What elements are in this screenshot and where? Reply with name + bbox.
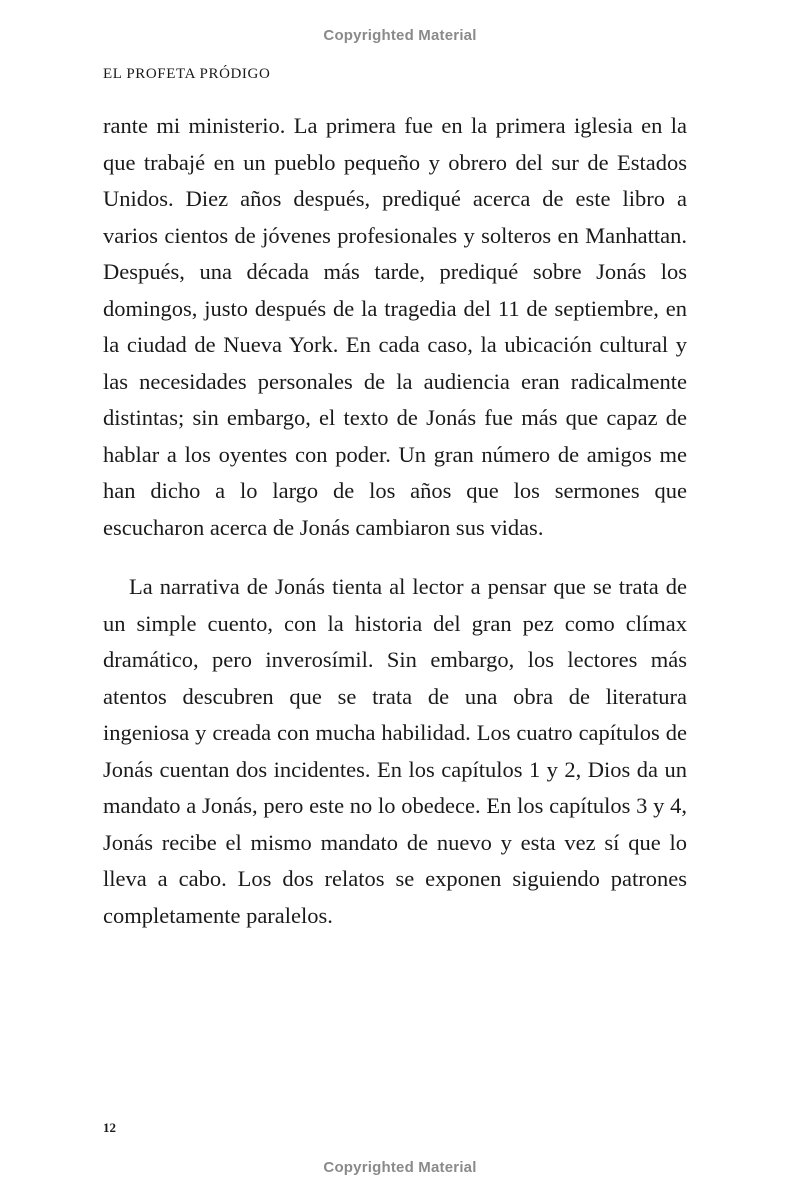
- page-number: 12: [103, 1120, 116, 1135]
- paragraph-1: rante mi ministerio. La primera fue en la primera iglesia en la que trabajé en un pueblo pequeño y obrero del sur de Estados Unidos. Diez años después, prediqué acerca de este libro a varios cientos de jóvenes profesionales y solteros en Manhattan. Después, una década más tarde, prediqué sobre Jonás los domingos, justo después de la tragedia del 11 de septiembre, en la ciudad de Nueva York. En cada caso, la ubicación cultural y las necesidades personales de la audiencia eran radicalmente distintas; sin embargo, el texto de Jonás fue más que capaz de hablar a los oyentes con poder. Un gran número de amigos me han dicho a lo largo de los años que los sermones que escucharon acerca de Jonás cambiaron sus vidas.: [103, 113, 687, 540]
- running-head: EL PROFETA PRÓDIGO: [103, 66, 271, 82]
- copyright-watermark-bottom: Copyrighted Material: [323, 1159, 477, 1176]
- page-body: [103, 108, 687, 934]
- paragraph-2: La narrativa de Jonás tienta al lector a pensar que se trata de un simple cuento, con la historia del gran pez como clímax dramático, pero inverosímil. Sin embargo, los lectores más atentos descubren que se trata de una obra de literatura ingeniosa y creada con mucha habilidad. Los cuatro capítulos de Jonás cuentan dos incidentes. En los capítulos 1 y 2, Dios da un mandato a Jonás, pero este no lo obedece. En los capítulos 3 y 4, Jonás recibe el mismo mandato de nuevo y esta vez sí que lo lleva a cabo. Los dos relatos se exponen siguiendo patrones completamente paralelos.: [103, 574, 687, 928]
- copyright-watermark-top: Copyrighted Material: [323, 27, 477, 44]
